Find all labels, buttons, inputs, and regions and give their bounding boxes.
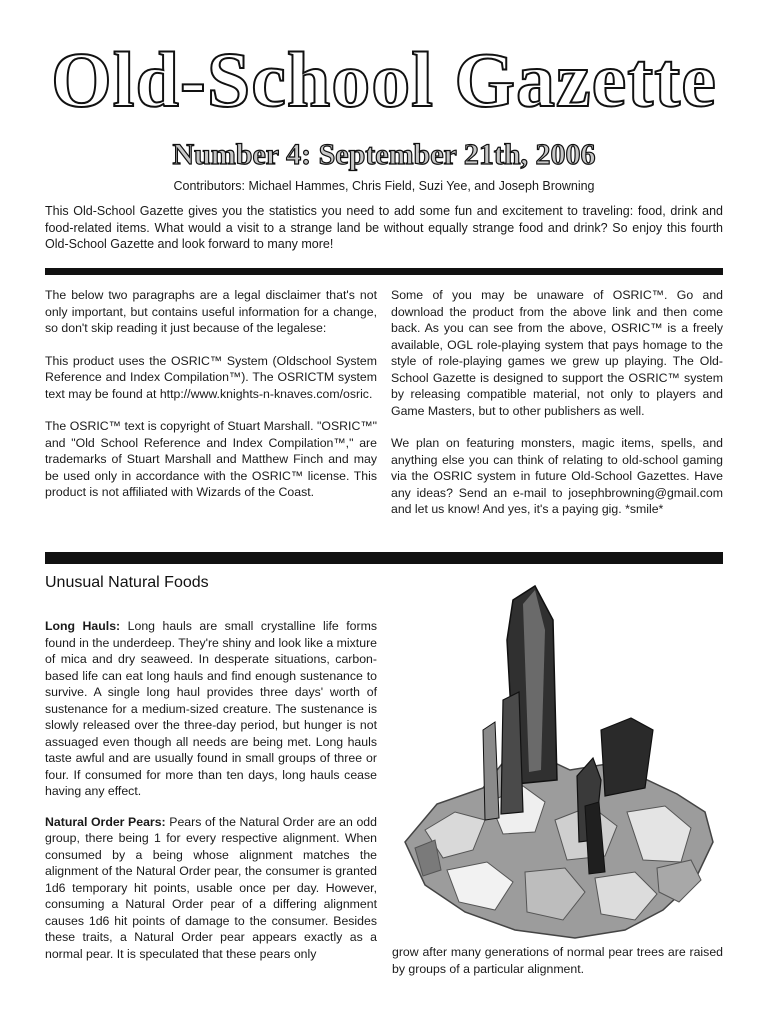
legal-paragraph: The OSRIC™ text is copyright of Stuart Marshall. "OSRIC™" and "Old School Reference and Index Compilation™," are trademarks of Stuart Marshall and Matthew Finch and may be used only in accordance with the OSRIC™ license. This product is not affiliated with Wizards of the Coast. bbox=[45, 419, 377, 499]
about-paragraph: We plan on featuring monsters, magic items, spells, and anything else you can think of relating to old-school gaming via the OSRIC system in future Old-School Gazettes. Have any ideas? Send an e-mail to josephbrowning@gmail.com and let us know! And yes, it's a paying gig. *smile* bbox=[391, 436, 723, 516]
legal-left-column bbox=[45, 287, 377, 517]
issue-line: Number 4: September 21th, 2006 bbox=[172, 138, 596, 171]
legal-paragraph: The below two paragraphs are a legal disclaimer that's not only important, but contains useful information for a change, so don't skip reading it just because of the legalese: bbox=[45, 288, 377, 335]
contributors-line: Contributors: Michael Hammes, Chris Field, Suzi Yee, and Joseph Browning bbox=[173, 179, 595, 193]
divider-rule-bottom bbox=[45, 552, 723, 564]
intro-paragraph: This Old-School Gazette gives you the statistics you need to add some fun and excitement to traveling: food, drink and food-related items. What would a visit to a strange land be without equally strange food and drink? So enjoy this fourth Old-School Gazette and look forward to many more! bbox=[45, 204, 723, 251]
section-heading: Unusual Natural Foods bbox=[45, 574, 209, 591]
food-entry-long-hauls bbox=[45, 618, 377, 800]
masthead-title: Old-School Gazette bbox=[51, 36, 717, 123]
entry-name: Long Hauls: bbox=[45, 619, 121, 633]
crystal-cluster-illustration bbox=[395, 580, 720, 950]
legal-right-column bbox=[391, 287, 723, 534]
legal-paragraph: This product uses the OSRIC™ System (Oldschool System Reference and Index Compilation™). The OSRICTM system text may be found at http://www.knights-n-knaves.com/osric. bbox=[45, 353, 377, 401]
about-paragraph: Some of you may be unaware of OSRIC™. Go and download the product from the above link and then come back. As you can see from the above, OSRIC™ is a freely available, OGL role-playing system that pays homage to the style of role-playing games we grew up playing. The Old-School Gazette is designed to support the OSRIC™ system by releasing compatible material, not only to players and Game Masters, but to other publishers as well. bbox=[391, 288, 723, 418]
food-entry-natural-order-pears bbox=[45, 814, 377, 963]
entry-text: Long hauls are small crystalline life forms found in the underdeep. They're shiny and look like a mixture of mica and dry seaweed. In desperate situations, carbon-based life can eat long hauls and find enough sustenance to survive. A single long haul provides three days' worth of sustenance for a medium-sized creature. The sustenance is slowly released over the three-day period, but hunger is not assuaged even though all needs are being met. Long hauls taste awful and are usually found in small groups of three or four. If consumed for more than ten days, long hauls cease having any effect. bbox=[45, 619, 377, 798]
rock-base bbox=[405, 756, 713, 938]
foods-column bbox=[45, 618, 377, 978]
pears-continuation: grow after many generations of normal pear trees are raised by groups of a particular alignment. bbox=[392, 945, 723, 976]
divider-rule-top bbox=[45, 268, 723, 275]
entry-text: Pears of the Natural Order are an odd group, there being 1 for every respective alignment. When consumed by a being whose alignment matches the alignment of the Natural Order pear, the consumer is granted 1d6 temporary hit points, usable once per day. However, consuming a Natural Order pear of a differing alignment causes 1d6 hit points of damage to the consumer. Besides these traits, a Natural Order pear appears exactly as a normal pear. It is speculated that these pears only bbox=[45, 814, 377, 961]
entry-name: Natural Order Pears: bbox=[45, 814, 166, 829]
